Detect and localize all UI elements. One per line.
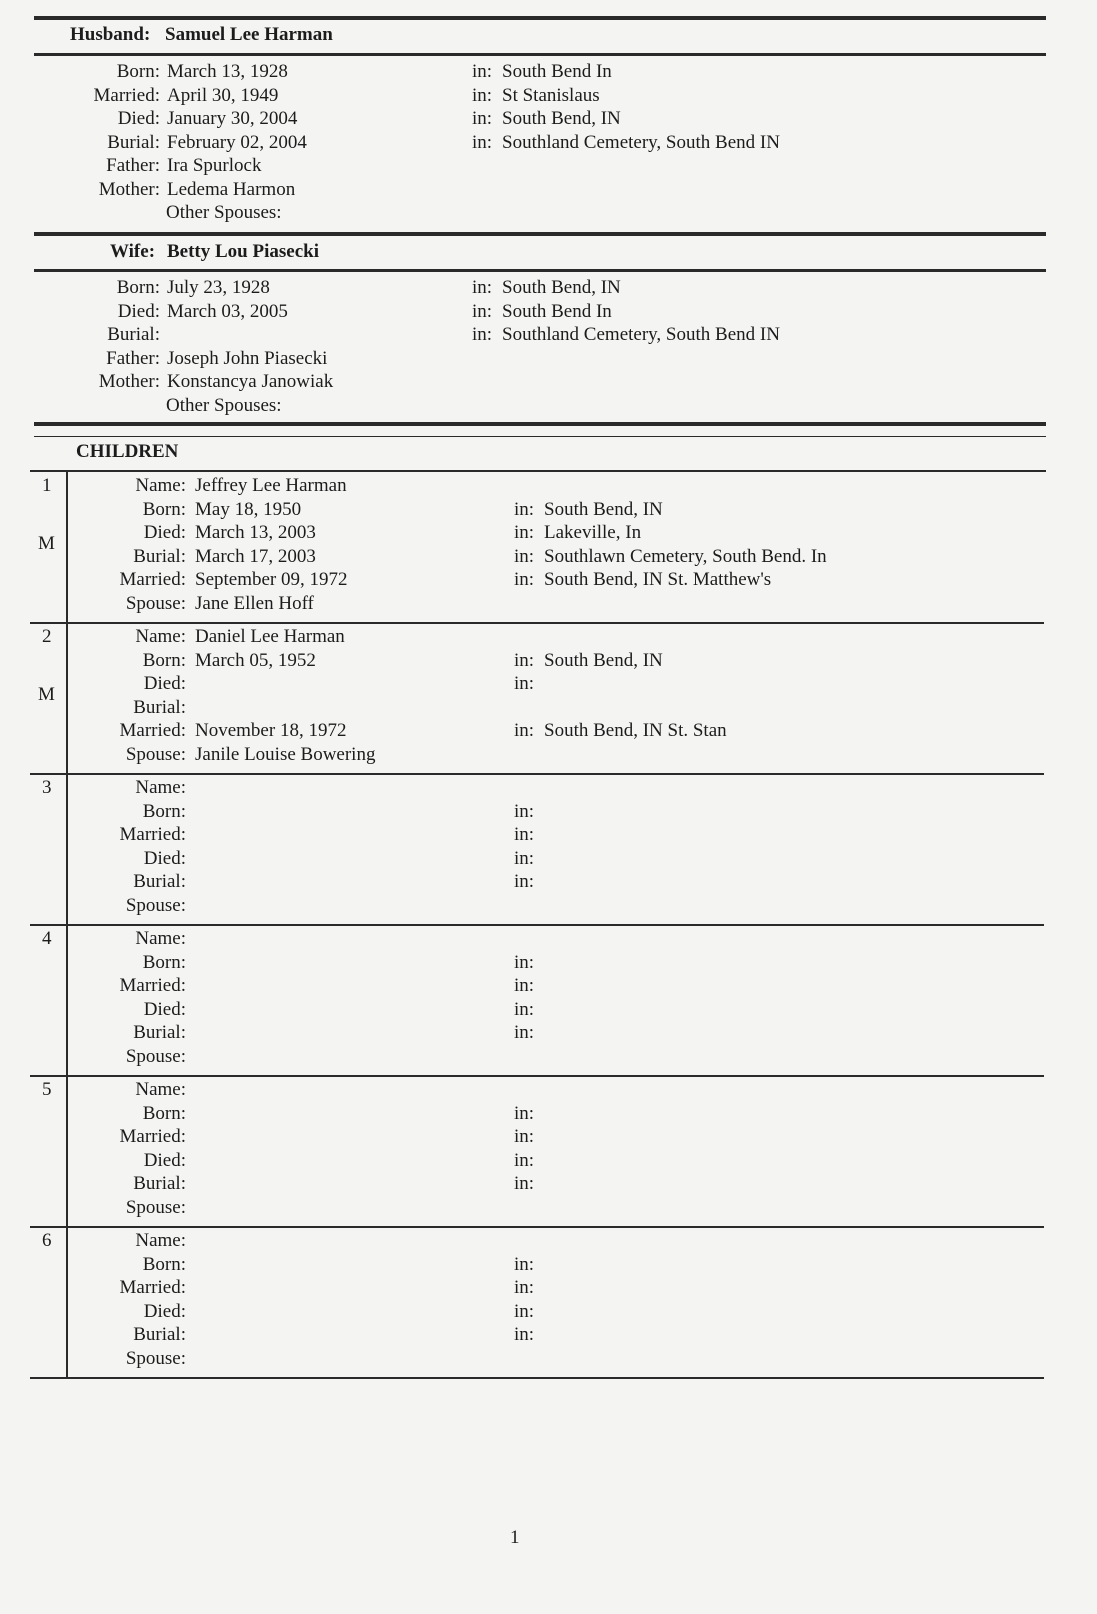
child-number: 1 [42, 475, 52, 496]
husband-field-value: February 02, 2004 [167, 131, 307, 153]
child-field-value: March 05, 1952 [195, 649, 316, 671]
child-in-label: in: [514, 1253, 535, 1275]
husband-in-label: in: [472, 131, 493, 153]
husband-place-value: Southland Cemetery, South Bend IN [502, 131, 780, 153]
wife-field-value: July 23, 1928 [167, 277, 270, 298]
child-in-label: in: [514, 1173, 535, 1194]
child-in-label: in: [514, 498, 535, 520]
wife-field-label: Mother: [98, 371, 160, 392]
husband-other-spouses: Other Spouses: [166, 202, 282, 223]
child-field-label: Married: [119, 1277, 186, 1298]
child-field-label: Born: [142, 951, 186, 973]
wife-in-label: in: [472, 324, 493, 345]
husband-top-rule [34, 16, 1046, 20]
husband-field-label: Died: [117, 108, 160, 129]
child-in-label: in: [514, 720, 535, 741]
husband-in-label: in: [472, 108, 493, 129]
child-place-value: South Bend, IN [544, 498, 663, 520]
wife-place-value: Southland Cemetery, South Bend IN [502, 324, 780, 345]
husband-place-value: South Bend, IN [502, 108, 621, 129]
wife-in-label: in: [472, 277, 493, 298]
children-double-rule-bottom [34, 436, 1046, 437]
husband-field-value: March 13, 1928 [167, 61, 288, 82]
wife-field-label: Father: [106, 347, 160, 369]
child-field-label: Spouse: [125, 743, 186, 765]
child-field-label: Married: [119, 569, 186, 590]
child-field-label: Born: [142, 649, 186, 671]
child-in-label: in: [514, 847, 535, 869]
husband-place-value: St Stanislaus [502, 84, 600, 106]
child-field-label: Name: [135, 475, 186, 496]
child-field-label: Died: [143, 673, 186, 694]
child-in-label: in: [514, 569, 535, 590]
child-field-label: Burial: [133, 696, 186, 718]
child-field-label: Born: [142, 1253, 186, 1275]
husband-heading-label: Husband: [70, 24, 151, 45]
child-number: 6 [42, 1230, 52, 1251]
child-field-label: Name: [135, 777, 186, 798]
child-field-value: Janile Louise Bowering [195, 743, 376, 765]
child-field-label: Died: [143, 998, 186, 1020]
child-in-label: in: [514, 1324, 535, 1345]
child-field-label: Spouse: [125, 1045, 186, 1067]
child-field-label: Name: [135, 1079, 186, 1100]
child-number: 4 [42, 928, 52, 949]
child-field-label: Name: [135, 1230, 186, 1251]
wife-top-rule [34, 232, 1046, 236]
child-place-value: South Bend, IN St. Matthew's [544, 569, 772, 590]
wife-other-spouses: Other Spouses: [166, 394, 282, 416]
husband-bottom-rule [34, 53, 1046, 56]
page-number: 1 [510, 1527, 520, 1548]
wife-in-label: in: [472, 300, 493, 322]
child-field-value: November 18, 1972 [195, 720, 347, 741]
child-field-value: September 09, 1972 [195, 569, 348, 590]
child-field-value: May 18, 1950 [195, 498, 302, 520]
husband-field-label: Mother: [98, 178, 160, 200]
husband-field-value: January 30, 2004 [167, 108, 298, 129]
child-field-label: Name: [135, 928, 186, 949]
child-field-value: Jeffrey Lee Harman [195, 475, 347, 496]
child-field-value: March 17, 2003 [195, 545, 316, 567]
child-field-label: Died: [143, 847, 186, 869]
wife-field-value: March 03, 2005 [167, 300, 288, 322]
child-in-label: in: [514, 998, 535, 1020]
husband-place-value: South Bend In [502, 61, 612, 82]
husband-field-label: Burial: [107, 131, 160, 153]
child-in-label: in: [514, 951, 535, 973]
wife-place-value: South Bend In [502, 300, 612, 322]
child-in-label: in: [514, 824, 535, 845]
child-in-label: in: [514, 1149, 535, 1171]
husband-field-label: Father: [106, 155, 160, 176]
child-in-label: in: [514, 522, 535, 543]
child-field-label: Burial: [133, 545, 186, 567]
child-separator-rule [30, 1075, 1044, 1077]
child-place-value: South Bend, IN St. Stan [544, 720, 727, 741]
child-in-label: in: [514, 1022, 535, 1043]
children-heading: CHILDREN [76, 441, 179, 462]
child-separator-rule [30, 773, 1044, 775]
child-separator-rule [30, 1377, 1044, 1379]
child-in-label: in: [514, 673, 535, 694]
child-place-value: Lakeville, In [544, 522, 642, 543]
child-field-label: Spouse: [125, 1347, 186, 1369]
child-field-label: Spouse: [125, 592, 186, 614]
child-field-value: Daniel Lee Harman [195, 626, 345, 647]
child-in-label: in: [514, 1102, 535, 1124]
wife-field-label: Born: [116, 277, 160, 298]
child-field-label: Spouse: [125, 1196, 186, 1218]
child-in-label: in: [514, 800, 535, 822]
child-separator-rule [30, 622, 1044, 624]
wife-bottom-rule [34, 269, 1046, 272]
child-field-label: Married: [119, 824, 186, 845]
child-in-label: in: [514, 1277, 535, 1298]
child-separator-rule [30, 1226, 1044, 1228]
husband-field-value: April 30, 1949 [167, 84, 279, 106]
child-field-label: Born: [142, 498, 186, 520]
child-in-label: in: [514, 1300, 535, 1322]
child-number: 5 [42, 1079, 52, 1100]
child-field-label: Burial: [133, 1022, 186, 1043]
wife-field-label: Died: [117, 300, 160, 322]
child-field-label: Died: [143, 522, 186, 543]
child-in-label: in: [514, 871, 535, 892]
child-field-value: Jane Ellen Hoff [195, 592, 314, 614]
child-field-label: Spouse: [125, 894, 186, 916]
children-double-rule-top [34, 422, 1046, 426]
child-separator-rule [30, 924, 1044, 926]
child-sex: M [38, 533, 55, 554]
child-field-label: Married: [119, 720, 186, 741]
husband-field-value: Ira Spurlock [167, 155, 262, 176]
child-place-value: Southlawn Cemetery, South Bend. In [544, 545, 827, 567]
husband-field-value: Ledema Harmon [167, 178, 296, 200]
husband-field-label: Married: [93, 84, 160, 106]
child-field-label: Name: [135, 626, 186, 647]
husband-in-label: in: [472, 61, 493, 82]
wife-name: Betty Lou Piasecki [167, 241, 319, 262]
wife-field-value: Konstancya Janowiak [167, 371, 334, 392]
child-field-label: Born: [142, 1102, 186, 1124]
child-in-label: in: [514, 1126, 535, 1147]
child-field-label: Married: [119, 1126, 186, 1147]
child-field-label: Married: [119, 975, 186, 996]
child-field-label: Burial: [133, 871, 186, 892]
child-in-label: in: [514, 975, 535, 996]
child-sex: M [38, 684, 55, 705]
wife-heading-label: Wife: [110, 241, 156, 262]
wife-place-value: South Bend, IN [502, 277, 621, 298]
husband-name: Samuel Lee Harman [165, 24, 333, 45]
child-in-label: in: [514, 649, 535, 671]
child-field-value: March 13, 2003 [195, 522, 316, 543]
wife-field-value: Joseph John Piasecki [167, 347, 328, 369]
child-field-label: Born: [142, 800, 186, 822]
child-field-label: Burial: [133, 1324, 186, 1345]
husband-in-label: in: [472, 84, 493, 106]
child-field-label: Died: [143, 1300, 186, 1322]
child-field-label: Died: [143, 1149, 186, 1171]
wife-field-label: Burial: [107, 324, 160, 345]
husband-field-label: Born: [116, 61, 160, 82]
child-place-value: South Bend, IN [544, 649, 663, 671]
child-number: 3 [42, 777, 52, 798]
child-in-label: in: [514, 545, 535, 567]
child-number: 2 [42, 626, 52, 647]
children-header-rule [30, 470, 1046, 472]
child-field-label: Burial: [133, 1173, 186, 1194]
